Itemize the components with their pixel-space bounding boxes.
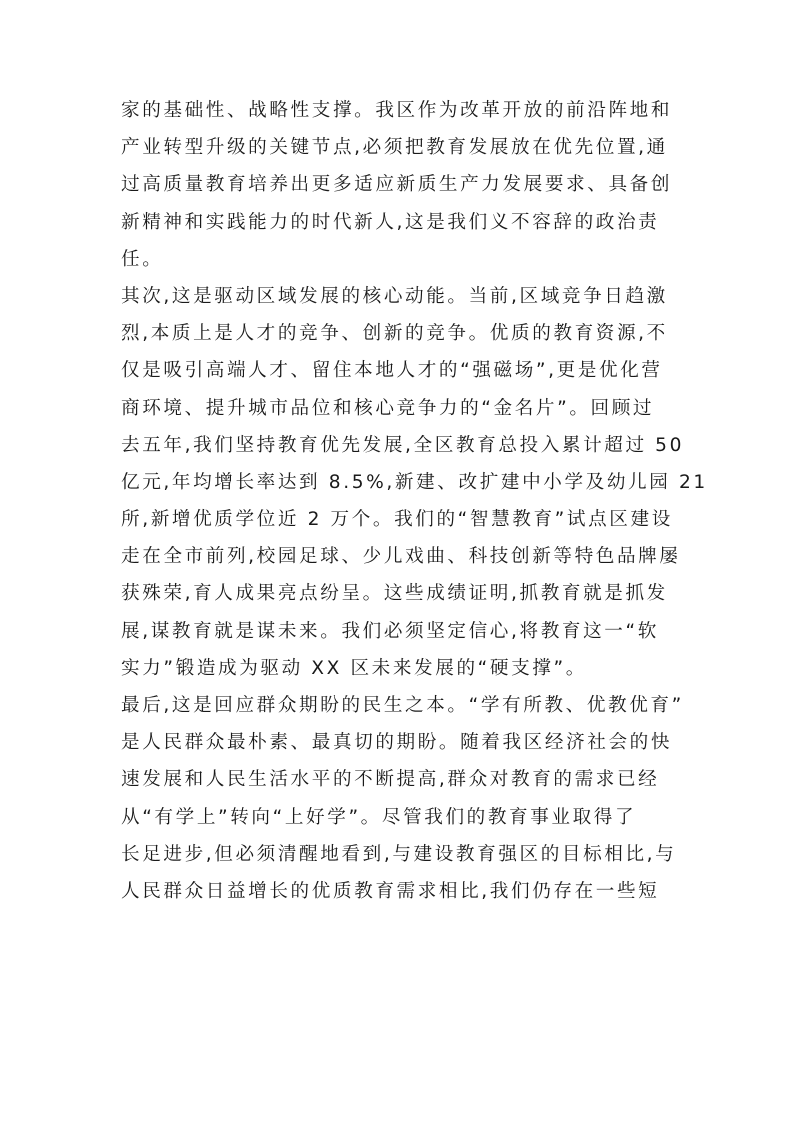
text-line: 从“有学上”转向“上好学”。尽管我们的教育事业取得了 (121, 806, 637, 828)
text-line: 速发展和人民生活水平的不断提高,群众对教育的需求已经 (121, 769, 660, 791)
text-line: 新精神和实践能力的时代新人,这是我们义不容辞的政治责 (121, 211, 660, 233)
text-line: 所,新增优质学位近 2 万个。我们的“智慧教育”试点区建设 (121, 509, 673, 531)
text-line: 烈,本质上是人才的竞争、创新的竞争。优质的教育资源,不 (121, 323, 668, 345)
text-line: 去五年,我们坚持教育优先发展,全区教育总投入累计超过 50 (121, 434, 685, 456)
text-line: 获殊荣,育人成果亮点纷呈。这些成绩证明,抓教育就是抓发 (121, 583, 668, 605)
text-line: 人民群众日益增长的优质教育需求相比,我们仍存在一些短 (121, 880, 660, 902)
text-line: 最后,这是回应群众期盼的民生之本。“学有所教、优教优育” (121, 695, 684, 716)
text-line: 长足进步,但必须清醒地看到,与建设教育强区的目标相比,与 (121, 843, 677, 865)
text-line: 展,谋教育就是谋未来。我们必须坚定信心,将教育这一“软 (121, 620, 659, 642)
text-line: 走在全市前列,校园足球、少儿戏曲、科技创新等特色品牌屡 (121, 546, 681, 568)
text-line: 产业转型升级的关键节点,必须把教育发展放在优先位置,通 (121, 137, 668, 159)
text-line: 过高质量教育培养出更多适应新质生产力发展要求、具备创 (121, 174, 673, 196)
text-line: 其次,这是驱动区域发展的核心动能。当前,区域竞争日趋激 (121, 285, 668, 307)
text-line: 亿元,年均增长率达到 8.5%,新建、改扩建中小学及幼儿园 21 (121, 471, 708, 493)
text-line: 是人民群众最朴素、最真切的期盼。随着我区经济社会的快 (121, 732, 673, 754)
text-line: 实力”锻造成为驱动 XX 区未来发展的“硬支撑”。 (121, 657, 587, 679)
text-line: 任。 (121, 248, 164, 270)
text-line: 仅是吸引高端人才、留住本地人才的“强磁场”,更是优化营 (121, 360, 663, 382)
text-line: 家的基础性、战略性支撑。我区作为改革开放的前沿阵地和 (121, 100, 673, 121)
text-line: 商环境、提升城市品位和核心竞争力的“金名片”。回顾过 (121, 397, 655, 419)
document-body (121, 92, 708, 910)
